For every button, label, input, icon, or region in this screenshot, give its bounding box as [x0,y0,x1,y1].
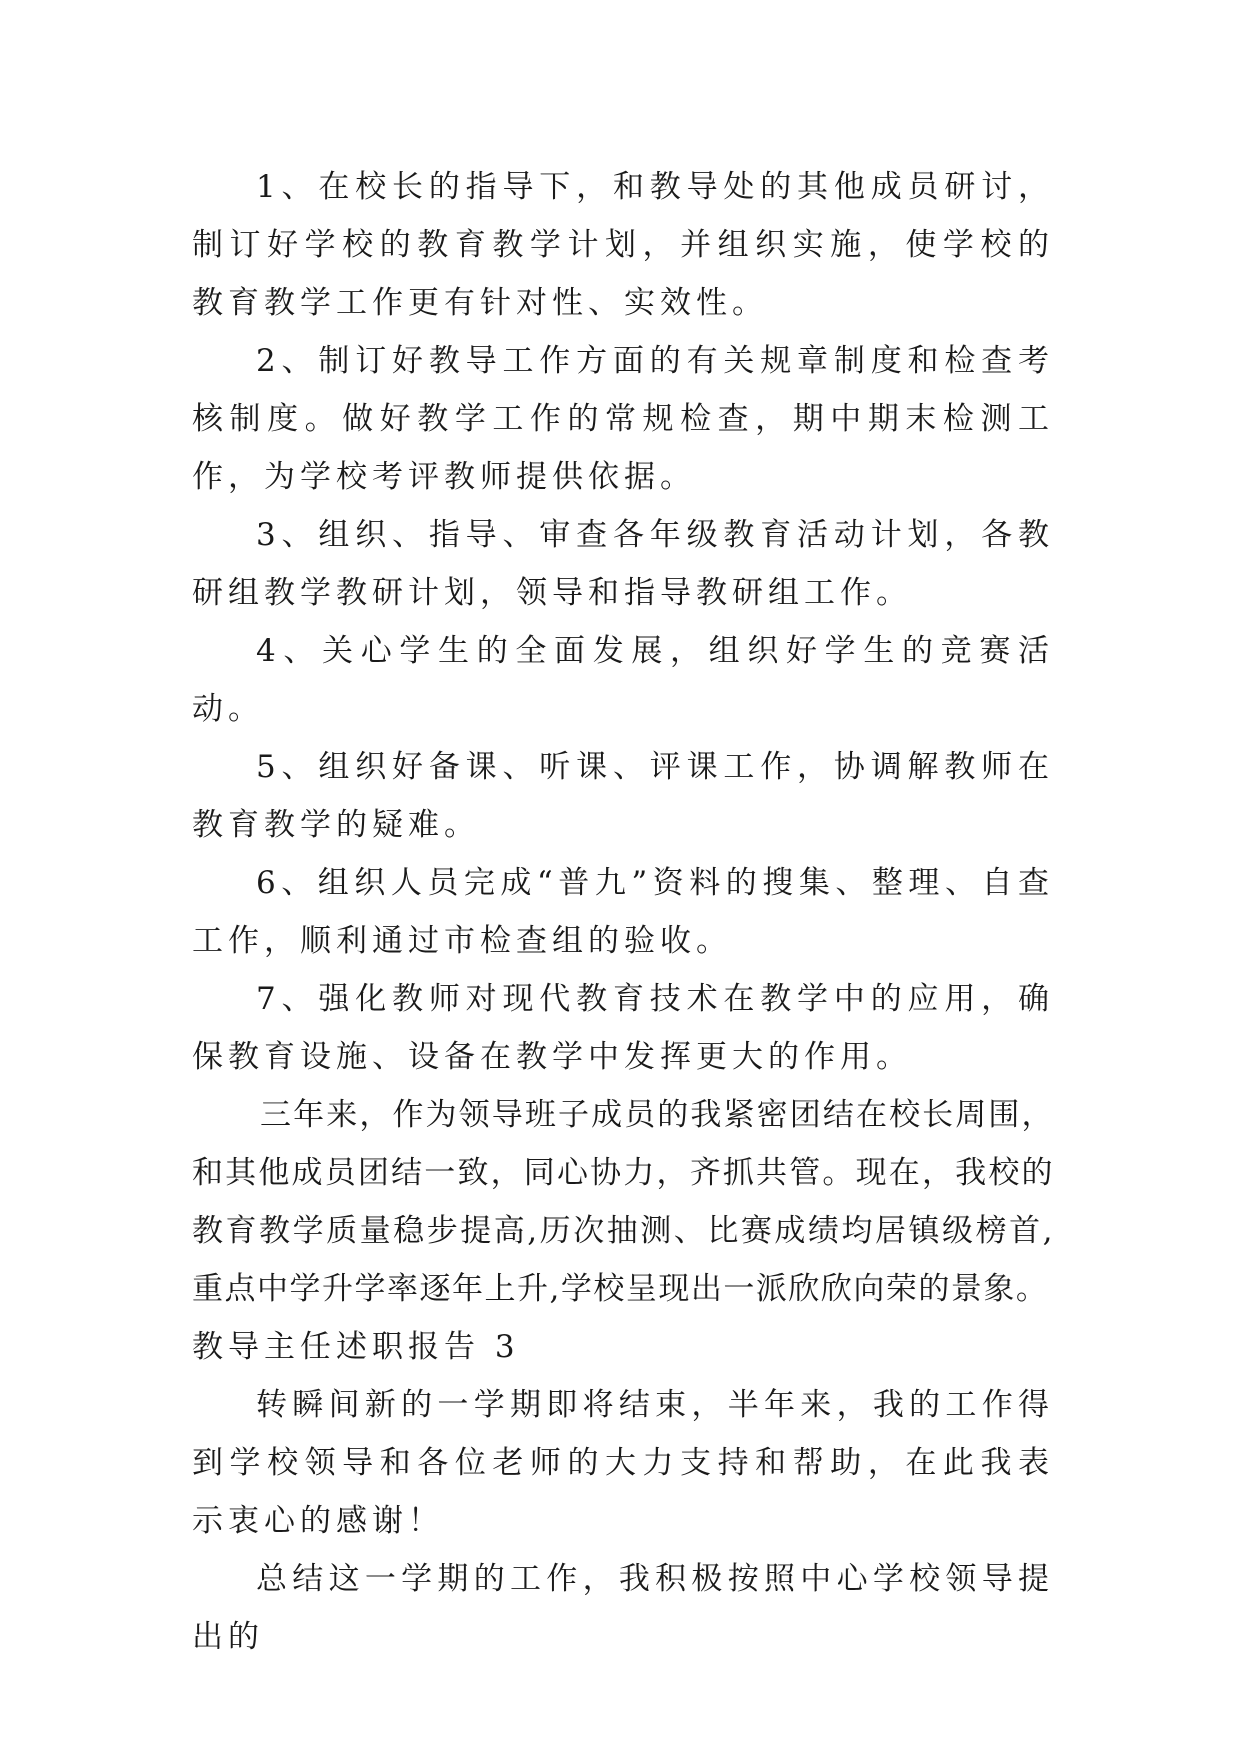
report-paragraph-1: 转瞬间新的一学期即将结束，半年来，我的工作得到学校领导和各位老师的大力支持和帮助，在此我表示衷心的感谢！ [192,1387,1054,1539]
paragraph-item-5: 5、组织好备课、听课、评课工作，协调解教师在教育教学的疑难。 [192,749,1054,843]
document-page [192,158,1054,1666]
paragraph-item-1: 1、在校长的指导下，和教导处的其他成员研讨，制订好学校的教育教学计划，并组织实施，使学校的教育教学工作更有针对性、实效性。 [192,169,1054,321]
paragraph-item-4: 4、关心学生的全面发展，组织好学生的竞赛活动。 [192,633,1054,727]
paragraph-item-7: 7、强化教师对现代教育技术在教学中的应用，确保教育设施、设备在教学中发挥更大的作用。 [192,981,1054,1075]
paragraph-item-6: 6、组织人员完成“普九”资料的搜集、整理、自查工作，顺利通过市检查组的验收。 [192,865,1054,959]
paragraph-item-3: 3、组织、指导、审查各年级教育活动计划，各教研组教学教研计划，领导和指导教研组工作。 [192,517,1054,611]
report-paragraph-2: 总结这一学期的工作，我积极按照中心学校领导提出的 [192,1561,1054,1655]
paragraph-item-2: 2、制订好教导工作方面的有关规章制度和检查考核制度。做好教学工作的常规检查，期中期末检测工作，为学校考评教师提供依据。 [192,343,1054,495]
section-heading: 教导主任述职报告 3 [192,1329,520,1365]
summary-paragraph: 三年来，作为领导班子成员的我紧密团结在校长周围，和其他成员团结一致，同心协力，齐抓共管。现在，我校的教育教学质量稳步提高,历次抽测、比赛成绩均居镇级榜首,重点中学升学率逐年上升,学校呈现出一派欣欣向荣的景象。 [192,1097,1054,1307]
